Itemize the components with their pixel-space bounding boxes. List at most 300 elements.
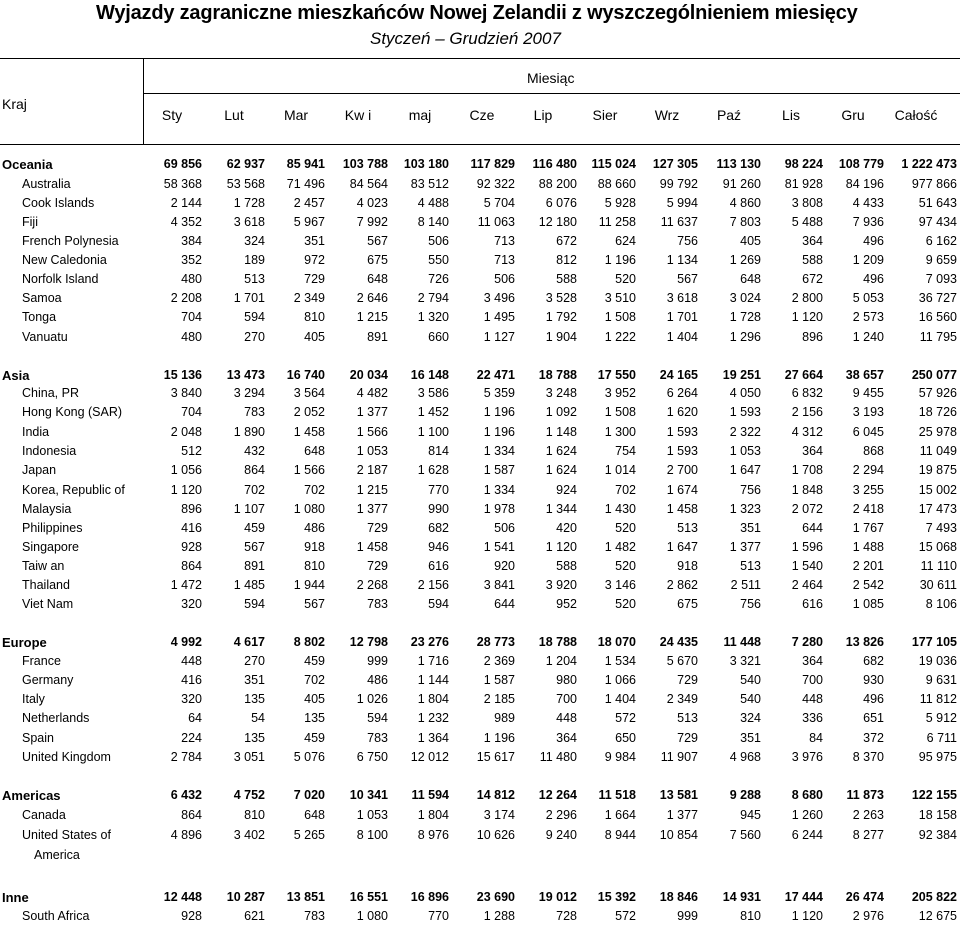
month-cell: 1 323 bbox=[729, 502, 761, 516]
month-cell: 18 788 bbox=[538, 368, 577, 382]
month-cell: 814 bbox=[428, 444, 449, 458]
month-cell: 1 204 bbox=[545, 654, 577, 668]
month-cell: 1 085 bbox=[852, 597, 884, 611]
month-cell: 224 bbox=[181, 731, 202, 745]
table-row bbox=[0, 253, 960, 272]
month-cell: 1 628 bbox=[417, 463, 449, 477]
month-cell: 5 704 bbox=[483, 196, 515, 210]
month-cell: 2 349 bbox=[666, 692, 698, 706]
month-cell: 10 341 bbox=[349, 788, 388, 802]
month-cell: 2 369 bbox=[483, 654, 515, 668]
month-cell: 1 215 bbox=[356, 483, 388, 497]
month-cell: 1 804 bbox=[417, 692, 449, 706]
country-name: India bbox=[22, 425, 50, 439]
month-cell: 3 496 bbox=[483, 291, 515, 305]
column-header-month-group: Miesiąc bbox=[527, 70, 575, 86]
month-cell: 1 232 bbox=[417, 711, 449, 725]
month-cell: 1 620 bbox=[666, 405, 698, 419]
month-cell: 7 803 bbox=[729, 215, 761, 229]
month-cell: 13 473 bbox=[226, 368, 265, 382]
month-cell: 2 072 bbox=[791, 502, 823, 516]
month-cell: 135 bbox=[244, 692, 265, 706]
month-cell: 10 854 bbox=[659, 828, 698, 842]
total-cell: 25 978 bbox=[918, 425, 957, 439]
month-cell: 1 728 bbox=[233, 196, 265, 210]
month-cell: 135 bbox=[304, 711, 325, 725]
month-cell: 3 841 bbox=[483, 578, 515, 592]
month-cell: 702 bbox=[304, 483, 325, 497]
month-cell: 1 080 bbox=[293, 502, 325, 516]
month-cell: 1 148 bbox=[545, 425, 577, 439]
month-cell: 53 568 bbox=[226, 177, 265, 191]
total-cell: 19 875 bbox=[918, 463, 957, 477]
total-cell: 15 068 bbox=[918, 540, 957, 554]
month-cell: 520 bbox=[615, 272, 636, 286]
month-cell: 1 215 bbox=[356, 310, 388, 324]
month-cell: 24 165 bbox=[659, 368, 698, 382]
country-name: New Caledonia bbox=[22, 253, 107, 267]
month-cell: 3 618 bbox=[233, 215, 265, 229]
month-cell: 448 bbox=[802, 692, 823, 706]
month-cell: 6 750 bbox=[356, 750, 388, 764]
month-cell: 1 080 bbox=[356, 909, 388, 923]
month-cell: 588 bbox=[556, 559, 577, 573]
month-cell: 3 255 bbox=[852, 483, 884, 497]
month-cell: 11 258 bbox=[598, 215, 636, 229]
month-cell: 810 bbox=[304, 559, 325, 573]
table-row bbox=[0, 502, 960, 521]
month-header-0: Sty bbox=[161, 107, 183, 123]
month-cell: 990 bbox=[428, 502, 449, 516]
month-cell: 1 377 bbox=[729, 540, 761, 554]
month-cell: 117 829 bbox=[470, 157, 515, 171]
month-cell: 1 377 bbox=[356, 405, 388, 419]
month-cell: 27 664 bbox=[784, 368, 823, 382]
month-cell: 372 bbox=[863, 731, 884, 745]
month-cell: 364 bbox=[556, 731, 577, 745]
month-cell: 135 bbox=[244, 731, 265, 745]
month-cell: 324 bbox=[740, 711, 761, 725]
month-cell: 999 bbox=[367, 654, 388, 668]
region-row bbox=[0, 788, 960, 807]
month-cell: 572 bbox=[615, 909, 636, 923]
month-cell: 8 140 bbox=[417, 215, 449, 229]
table-row bbox=[0, 808, 960, 827]
total-cell: 11 812 bbox=[919, 692, 957, 706]
month-cell: 8 976 bbox=[417, 828, 449, 842]
month-cell: 3 402 bbox=[233, 828, 265, 842]
month-cell: 2 263 bbox=[852, 808, 884, 822]
table-row bbox=[0, 540, 960, 559]
month-cell: 1 053 bbox=[356, 444, 388, 458]
month-cell: 13 581 bbox=[659, 788, 698, 802]
header-bottom-rule bbox=[0, 144, 960, 145]
month-cell: 11 594 bbox=[411, 788, 449, 802]
month-cell: 3 586 bbox=[417, 386, 449, 400]
month-cell: 924 bbox=[556, 483, 577, 497]
month-cell: 12 448 bbox=[163, 890, 202, 904]
month-cell: 1 508 bbox=[604, 310, 636, 324]
month-cell: 1 014 bbox=[604, 463, 636, 477]
month-cell: 1 377 bbox=[666, 808, 698, 822]
month-cell: 6 432 bbox=[170, 788, 202, 802]
month-cell: 84 564 bbox=[349, 177, 388, 191]
country-name: Inne bbox=[2, 890, 29, 905]
month-cell: 5 670 bbox=[666, 654, 698, 668]
month-cell: 12 180 bbox=[538, 215, 577, 229]
month-cell: 8 277 bbox=[852, 828, 884, 842]
month-cell: 1 377 bbox=[356, 502, 388, 516]
total-cell: 19 036 bbox=[918, 654, 957, 668]
country-name: United Kingdom bbox=[22, 750, 111, 764]
month-cell: 672 bbox=[802, 272, 823, 286]
country-name: Taiw an bbox=[22, 559, 65, 573]
month-cell: 5 994 bbox=[666, 196, 698, 210]
month-cell: 16 551 bbox=[349, 890, 388, 904]
month-cell: 512 bbox=[181, 444, 202, 458]
month-cell: 16 896 bbox=[410, 890, 449, 904]
month-cell: 928 bbox=[181, 540, 202, 554]
region-row bbox=[0, 157, 960, 176]
month-cell: 891 bbox=[244, 559, 265, 573]
month-cell: 588 bbox=[556, 272, 577, 286]
month-cell: 7 936 bbox=[852, 215, 884, 229]
month-cell: 1 508 bbox=[604, 405, 636, 419]
month-cell: 1 624 bbox=[545, 463, 577, 477]
month-cell: 588 bbox=[802, 253, 823, 267]
country-name: Canada bbox=[22, 808, 66, 822]
month-cell: 650 bbox=[615, 731, 636, 745]
region-row bbox=[0, 635, 960, 654]
month-cell: 1 092 bbox=[545, 405, 577, 419]
month-cell: 513 bbox=[244, 272, 265, 286]
month-cell: 405 bbox=[304, 330, 325, 344]
month-cell: 5 928 bbox=[604, 196, 636, 210]
month-cell: 621 bbox=[244, 909, 265, 923]
month-cell: 896 bbox=[181, 502, 202, 516]
region-row bbox=[0, 890, 960, 909]
country-name: Cook Islands bbox=[22, 196, 95, 210]
month-cell: 513 bbox=[677, 521, 698, 535]
month-cell: 1 222 bbox=[604, 330, 636, 344]
month-cell: 1 196 bbox=[483, 731, 515, 745]
month-cell: 4 896 bbox=[170, 828, 202, 842]
month-cell: 567 bbox=[244, 540, 265, 554]
total-cell: 16 560 bbox=[918, 310, 957, 324]
month-cell: 351 bbox=[740, 521, 761, 535]
month-cell: 567 bbox=[367, 234, 388, 248]
month-cell: 980 bbox=[556, 673, 577, 687]
month-cell: 728 bbox=[556, 909, 577, 923]
total-cell: 177 105 bbox=[911, 635, 957, 649]
table-row bbox=[0, 559, 960, 578]
table-row bbox=[0, 177, 960, 196]
table-row bbox=[0, 386, 960, 405]
table-row bbox=[0, 483, 960, 502]
total-cell: 977 866 bbox=[911, 177, 957, 191]
table-row bbox=[0, 196, 960, 215]
country-name: Australia bbox=[22, 177, 71, 191]
table-row bbox=[0, 291, 960, 310]
header-top-rule bbox=[0, 58, 960, 59]
month-cell: 3 976 bbox=[791, 750, 823, 764]
month-cell: 945 bbox=[740, 808, 761, 822]
month-cell: 84 196 bbox=[845, 177, 884, 191]
country-name: Asia bbox=[2, 368, 30, 383]
month-cell: 9 288 bbox=[729, 788, 761, 802]
month-cell: 648 bbox=[367, 272, 388, 286]
month-cell: 115 024 bbox=[591, 157, 636, 171]
month-cell: 729 bbox=[677, 673, 698, 687]
month-cell: 320 bbox=[181, 597, 202, 611]
month-header-4: maj bbox=[408, 107, 432, 123]
month-cell: 3 564 bbox=[293, 386, 325, 400]
month-cell: 62 937 bbox=[226, 157, 265, 171]
month-cell: 5 053 bbox=[852, 291, 884, 305]
month-cell: 783 bbox=[304, 909, 325, 923]
month-cell: 4 023 bbox=[356, 196, 388, 210]
month-cell: 1 587 bbox=[483, 673, 515, 687]
month-cell: 616 bbox=[802, 597, 823, 611]
month-cell: 506 bbox=[494, 521, 515, 535]
month-cell: 11 480 bbox=[539, 750, 577, 764]
month-cell: 7 560 bbox=[729, 828, 761, 842]
country-name: Norfolk Island bbox=[22, 272, 99, 286]
month-cell: 7 020 bbox=[293, 788, 325, 802]
country-name-continued: America bbox=[34, 848, 80, 862]
month-cell: 8 944 bbox=[604, 828, 636, 842]
month-cell: 2 511 bbox=[730, 578, 761, 592]
month-cell: 6 264 bbox=[666, 386, 698, 400]
month-cell: 4 860 bbox=[729, 196, 761, 210]
month-cell: 972 bbox=[304, 253, 325, 267]
total-cell: 12 675 bbox=[918, 909, 957, 923]
total-cell: 11 049 bbox=[919, 444, 957, 458]
month-cell: 1 792 bbox=[545, 310, 577, 324]
month-header-7: Sier bbox=[592, 107, 618, 123]
month-cell: 3 618 bbox=[666, 291, 698, 305]
month-header-2: Mar bbox=[283, 107, 309, 123]
month-cell: 594 bbox=[244, 597, 265, 611]
month-cell: 864 bbox=[181, 559, 202, 573]
month-cell: 4 433 bbox=[852, 196, 884, 210]
month-cell: 1 430 bbox=[604, 502, 636, 516]
month-cell: 1 107 bbox=[233, 502, 265, 516]
month-cell: 930 bbox=[863, 673, 884, 687]
table-row bbox=[0, 597, 960, 616]
month-cell: 550 bbox=[428, 253, 449, 267]
month-cell: 8 802 bbox=[293, 635, 325, 649]
country-name: Germany bbox=[22, 673, 74, 687]
month-cell: 1 404 bbox=[604, 692, 636, 706]
month-cell: 1 334 bbox=[483, 444, 515, 458]
month-cell: 648 bbox=[304, 808, 325, 822]
month-cell: 2 294 bbox=[852, 463, 884, 477]
month-cell: 3 294 bbox=[233, 386, 265, 400]
total-cell: 7 093 bbox=[925, 272, 957, 286]
month-cell: 11 063 bbox=[477, 215, 515, 229]
month-cell: 1 196 bbox=[483, 425, 515, 439]
table-row bbox=[0, 330, 960, 349]
month-cell: 920 bbox=[494, 559, 515, 573]
month-cell: 20 034 bbox=[349, 368, 388, 382]
table-row bbox=[0, 444, 960, 463]
month-cell: 23 276 bbox=[410, 635, 449, 649]
month-cell: 918 bbox=[677, 559, 698, 573]
month-cell: 2 418 bbox=[852, 502, 884, 516]
month-cell: 2 976 bbox=[852, 909, 884, 923]
month-cell: 1 534 bbox=[604, 654, 636, 668]
month-cell: 2 048 bbox=[170, 425, 202, 439]
month-cell: 682 bbox=[428, 521, 449, 535]
month-cell: 1 458 bbox=[666, 502, 698, 516]
month-cell: 1 127 bbox=[483, 330, 515, 344]
month-cell: 7 992 bbox=[356, 215, 388, 229]
table-row bbox=[0, 272, 960, 291]
month-cell: 540 bbox=[740, 692, 761, 706]
month-cell: 54 bbox=[251, 711, 265, 725]
month-cell: 1 100 bbox=[417, 425, 449, 439]
country-name: Singapore bbox=[22, 540, 79, 554]
month-cell: 432 bbox=[244, 444, 265, 458]
total-cell: 9 659 bbox=[925, 253, 957, 267]
month-cell: 2 268 bbox=[356, 578, 388, 592]
month-cell: 729 bbox=[677, 731, 698, 745]
month-cell: 18 788 bbox=[538, 635, 577, 649]
month-cell: 2 052 bbox=[293, 405, 325, 419]
month-cell: 69 856 bbox=[163, 157, 202, 171]
month-cell: 513 bbox=[740, 559, 761, 573]
month-cell: 594 bbox=[428, 597, 449, 611]
month-cell: 1 904 bbox=[545, 330, 577, 344]
month-cell: 11 873 bbox=[846, 788, 884, 802]
month-cell: 506 bbox=[494, 272, 515, 286]
country-name: Americas bbox=[2, 788, 61, 803]
month-cell: 644 bbox=[494, 597, 515, 611]
month-cell: 989 bbox=[494, 711, 515, 725]
country-name: Tonga bbox=[22, 310, 57, 324]
month-cell: 2 156 bbox=[417, 578, 449, 592]
month-cell: 364 bbox=[802, 234, 823, 248]
month-cell: 18 846 bbox=[659, 890, 698, 904]
country-name: Netherlands bbox=[22, 711, 90, 725]
month-cell: 91 260 bbox=[722, 177, 761, 191]
total-cell: 97 434 bbox=[918, 215, 957, 229]
month-cell: 320 bbox=[181, 692, 202, 706]
month-cell: 22 471 bbox=[476, 368, 515, 382]
month-cell: 127 305 bbox=[652, 157, 698, 171]
country-name: Fiji bbox=[22, 215, 38, 229]
month-cell: 3 051 bbox=[233, 750, 265, 764]
country-name: Korea, Republic of bbox=[22, 483, 125, 497]
month-cell: 2 542 bbox=[852, 578, 884, 592]
month-cell: 3 193 bbox=[852, 405, 884, 419]
month-cell: 11 907 bbox=[660, 750, 698, 764]
header-vertical-rule bbox=[143, 58, 144, 144]
month-cell: 4 312 bbox=[791, 425, 823, 439]
month-header-10: Lis bbox=[782, 107, 800, 123]
total-cell: 15 002 bbox=[918, 483, 957, 497]
month-cell: 496 bbox=[863, 272, 884, 286]
month-cell: 16 148 bbox=[410, 368, 449, 382]
month-cell: 8 100 bbox=[356, 828, 388, 842]
month-cell: 756 bbox=[677, 234, 698, 248]
country-name: United States of bbox=[22, 828, 111, 842]
month-cell: 756 bbox=[740, 483, 761, 497]
month-cell: 572 bbox=[615, 711, 636, 725]
month-cell: 3 510 bbox=[604, 291, 636, 305]
month-cell: 1 134 bbox=[666, 253, 698, 267]
month-cell: 864 bbox=[181, 808, 202, 822]
month-cell: 7 280 bbox=[791, 635, 823, 649]
month-cell: 5 359 bbox=[483, 386, 515, 400]
month-cell: 2 144 bbox=[170, 196, 202, 210]
month-cell: 270 bbox=[244, 330, 265, 344]
month-cell: 4 488 bbox=[417, 196, 449, 210]
total-cell: 250 077 bbox=[911, 368, 957, 382]
month-cell: 4 352 bbox=[170, 215, 202, 229]
total-cell: 18 726 bbox=[918, 405, 957, 419]
month-cell: 3 840 bbox=[170, 386, 202, 400]
month-header-9: Paź bbox=[716, 107, 742, 123]
month-cell: 2 187 bbox=[356, 463, 388, 477]
month-cell: 1 593 bbox=[666, 444, 698, 458]
month-cell: 4 968 bbox=[729, 750, 761, 764]
month-cell: 1 144 bbox=[417, 673, 449, 687]
total-cell: 18 158 bbox=[918, 808, 957, 822]
month-cell: 520 bbox=[615, 597, 636, 611]
month-cell: 12 798 bbox=[349, 635, 388, 649]
country-name: French Polynesia bbox=[22, 234, 119, 248]
month-cell: 496 bbox=[863, 234, 884, 248]
month-cell: 729 bbox=[367, 521, 388, 535]
month-cell: 726 bbox=[428, 272, 449, 286]
month-cell: 92 322 bbox=[476, 177, 515, 191]
month-cell: 364 bbox=[802, 444, 823, 458]
month-cell: 1 978 bbox=[483, 502, 515, 516]
month-cell: 1 587 bbox=[483, 463, 515, 477]
month-cell: 1 566 bbox=[356, 425, 388, 439]
month-cell: 1 495 bbox=[483, 310, 515, 324]
month-cell: 448 bbox=[181, 654, 202, 668]
month-cell: 2 185 bbox=[483, 692, 515, 706]
month-cell: 116 480 bbox=[532, 157, 577, 171]
total-cell: 6 711 bbox=[926, 731, 957, 745]
month-cell: 1 488 bbox=[852, 540, 884, 554]
month-cell: 952 bbox=[556, 597, 577, 611]
month-header-6: Lip bbox=[533, 107, 553, 123]
month-cell: 513 bbox=[677, 711, 698, 725]
month-cell: 2 646 bbox=[356, 291, 388, 305]
month-cell: 1 364 bbox=[417, 731, 449, 745]
month-cell: 1 240 bbox=[852, 330, 884, 344]
month-cell: 9 984 bbox=[604, 750, 636, 764]
country-name: Europe bbox=[2, 635, 47, 650]
month-cell: 6 045 bbox=[852, 425, 884, 439]
month-cell: 26 474 bbox=[845, 890, 884, 904]
month-cell: 3 528 bbox=[545, 291, 577, 305]
month-cell: 1 269 bbox=[729, 253, 761, 267]
table-row bbox=[0, 234, 960, 253]
month-cell: 616 bbox=[428, 559, 449, 573]
month-cell: 594 bbox=[367, 711, 388, 725]
page-title: Wyjazdy zagraniczne mieszkańców Nowej Zelandii z wyszczególnieniem miesięcy bbox=[96, 2, 858, 24]
month-cell: 5 967 bbox=[293, 215, 325, 229]
total-cell: 51 643 bbox=[918, 196, 957, 210]
month-cell: 1 053 bbox=[356, 808, 388, 822]
month-cell: 891 bbox=[367, 330, 388, 344]
month-cell: 103 180 bbox=[403, 157, 449, 171]
